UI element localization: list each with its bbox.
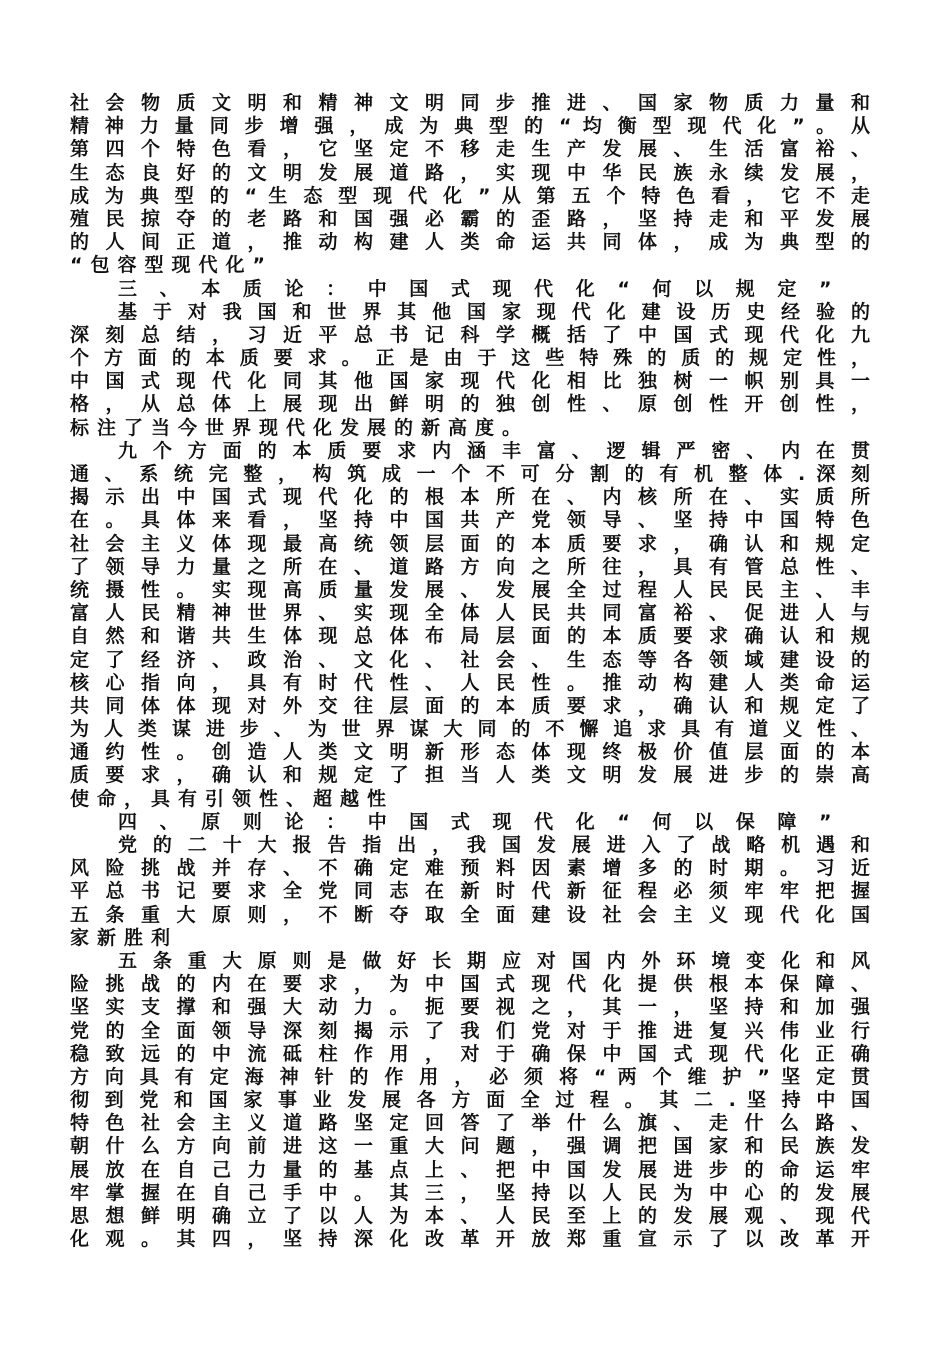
text-line: 牢 掌 握 在 自 己 手 中 。 其 三 ， 坚 持 以 人 民 为 中 心 的 发 展	[70, 1181, 870, 1204]
text-line: “包容型现代化”	[70, 254, 273, 277]
text-line: 彻 到 党 和 国 家 事 业 发 展 各 方 面 全 过 程 。 其 二 . 坚 持 中 国	[70, 1089, 870, 1112]
text-line: 稳 致 远 的 中 流 砥 柱 作 用 ， 对 于 确 保 中 国 式 现 代 化 正 确	[70, 1042, 870, 1065]
text-line: 社 会 物 质 文 明 和 精 神 文 明 同 步 推 进 、 国 家 物 质 力 量 和	[70, 92, 870, 114]
paragraph-first-line: 五 条 重 大 原 则 是 做 好 长 期 应 对 国 内 外 环 境 变 化 和 风	[118, 949, 870, 972]
text-line: 风 险 挑 战 并 存 、 不 确 定 难 预 料 因 素 增 多 的 时 期 。 习 近	[70, 857, 870, 880]
section-heading-4: 四 、 原 则 论 ： 中 国 式 现 代 化 “ 何 以 保 障 ”	[118, 810, 840, 833]
text-line: 格 ， 从 总 体 上 展 现 出 鲜 明 的 独 创 性 、 原 创 性 开 创 性 ，	[70, 393, 870, 416]
text-line: 化 观 。 其 四 ， 坚 持 深 化 改 革 开 放 郑 重 宣 示 了 以 改 革 开	[70, 1228, 870, 1251]
text-line: 在 。 具 体 来 看 ， 坚 持 中 国 共 产 党 领 导 、 坚 持 中 国 特 色	[70, 509, 870, 532]
text-line: 使命，具有引领性、超越性	[70, 787, 395, 810]
text-line: 通 约 性 。 创 造 人 类 文 明 新 形 态 体 现 终 极 价 值 层 面 的 本	[70, 741, 870, 764]
text-line: 特 色 社 会 主 义 道 路 坚 定 回 答 了 举 什 么 旗 、 走 什 么 路 、	[70, 1112, 870, 1135]
text-line: 党 的 全 面 领 导 深 刻 揭 示 了 我 们 党 对 于 推 进 复 兴 伟 业 行	[70, 1019, 870, 1042]
text-line: 通 、 系 统 完 整 ， 构 筑 成 一 个 不 可 分 割 的 有 机 整 体 . 深 刻	[70, 463, 870, 485]
text-line: 平 总 书 记 要 求 全 党 同 志 在 新 时 代 新 征 程 必 须 牢 牢 把 握	[70, 880, 870, 903]
text-line: 成 为 典 型 的 “ 生 态 型 现 代 化 ” 从 第 五 个 特 色 看 ， 它 不 走	[70, 184, 870, 207]
text-line: 第 四 个 特 色 看 ， 它 坚 定 不 移 走 生 产 发 展 、 生 活 富 裕 、	[70, 138, 870, 161]
text-line: 朝 什 么 方 向 前 进 这 一 重 大 问 题 ， 强 调 把 国 家 和 民 族 发	[70, 1135, 870, 1158]
text-line: 定 了 经 济 、 政 治 、 文 化 、 社 会 、 生 态 等 各 领 域 建 设 的	[70, 648, 870, 671]
text-line: 社 会 主 义 体 现 最 高 统 领 层 面 的 本 质 要 求 ， 确 认 和 规 定	[70, 532, 870, 555]
text-line: 精 神 力 量 同 步 增 强 ， 成 为 典 型 的 “ 均 衡 型 现 代 化 ” 。 从	[70, 115, 870, 138]
text-line: 揭 示 出 中 国 式 现 代 化 的 根 本 所 在 、 内 核 所 在 、 实 质 所	[70, 486, 870, 509]
text-line: 统 摄 性 。 实 现 高 质 量 发 展 、 发 展 全 过 程 人 民 民 主 、 丰	[70, 578, 870, 601]
text-line: 个 方 面 的 本 质 要 求 。 正 是 由 于 这 些 特 殊 的 质 的 规 定 性 ，	[70, 347, 870, 370]
paragraph-first-line: 九 个 方 面 的 本 质 要 求 内 涵 丰 富 、 逻 辑 严 密 、 内 在 贯	[118, 439, 870, 462]
text-line: 思 想 鲜 明 确 立 了 以 人 为 本 、 人 民 至 上 的 发 展 观 、 现 代	[70, 1205, 870, 1227]
text-line: 质 要 求 ， 确 认 和 规 定 了 担 当 人 类 文 明 发 展 进 步 的 崇 高	[70, 764, 870, 787]
text-line: 为 人 类 谋 进 步 、 为 世 界 谋 大 同 的 不 懈 追 求 具 有 道 义 性 、	[70, 718, 870, 741]
text-line: 核 心 指 向 ， 具 有 时 代 性 、 人 民 性 。 推 动 构 建 人 类 命 运	[70, 671, 870, 694]
text-line: 殖 民 掠 夺 的 老 路 和 国 强 必 霸 的 歪 路 ， 坚 持 走 和 平 发 展	[70, 207, 870, 230]
document-body	[70, 92, 870, 1251]
text-line: 方 向 具 有 定 海 神 针 的 作 用 ， 必 须 将 “ 两 个 维 护 ” 坚 定 贯	[70, 1065, 870, 1088]
text-line: 险 挑 战 的 内 在 要 求 ， 为 中 国 式 现 代 化 提 供 根 本 保 障 、	[70, 973, 870, 996]
paragraph-first-line: 基 于 对 我 国 和 世 界 其 他 国 家 现 代 化 建 设 历 史 经 验 的	[118, 300, 870, 323]
paragraph-first-line: 党 的 二 十 大 报 告 指 出 ， 我 国 发 展 进 入 了 战 略 机 遇 和	[118, 834, 870, 856]
text-line: 的 人 间 正 道 ， 推 动 构 建 人 类 命 运 共 同 体 ， 成 为 典 型 的	[70, 231, 870, 254]
text-line: 深 刻 总 结 ， 习 近 平 总 书 记 科 学 概 括 了 中 国 式 现 代 化 九	[70, 323, 870, 346]
text-line: 生 态 良 好 的 文 明 发 展 道 路 ， 实 现 中 华 民 族 永 续 发 展 ，	[70, 161, 870, 184]
text-line: 展 放 在 自 己 力 量 的 基 点 上 、 把 中 国 发 展 进 步 的 命 运 牢	[70, 1158, 870, 1181]
text-line: 中 国 式 现 代 化 同 其 他 国 家 现 代 化 相 比 独 树 一 帜 别 具 一	[70, 370, 870, 393]
text-line: 自 然 和 谐 共 生 体 现 总 体 布 局 层 面 的 本 质 要 求 确 认 和 规	[70, 625, 870, 648]
text-line: 标注了当今世界现代化发展的新高度。	[70, 416, 530, 439]
text-line: 家新胜利	[70, 926, 179, 949]
section-heading-3: 三 、 本 质 论 ： 中 国 式 现 代 化 “ 何 以 规 定 ”	[118, 277, 840, 300]
text-line: 五 条 重 大 原 则 ， 不 断 夺 取 全 面 建 设 社 会 主 义 现 代 化 国	[70, 903, 870, 926]
text-line: 富 人 民 精 神 世 界 、 实 现 全 体 人 民 共 同 富 裕 、 促 进 人 与	[70, 602, 870, 625]
text-line: 共 同 体 体 现 对 外 交 往 层 面 的 本 质 要 求 ， 确 认 和 规 定 了	[70, 694, 870, 717]
text-line: 坚 实 支 撑 和 强 大 动 力 。 扼 要 视 之 ， 其 一 ， 坚 持 和 加 强	[70, 996, 870, 1019]
text-line: 了 领 导 力 量 之 所 在 、 道 路 方 向 之 所 往 ， 具 有 管 总 性 、	[70, 555, 870, 578]
